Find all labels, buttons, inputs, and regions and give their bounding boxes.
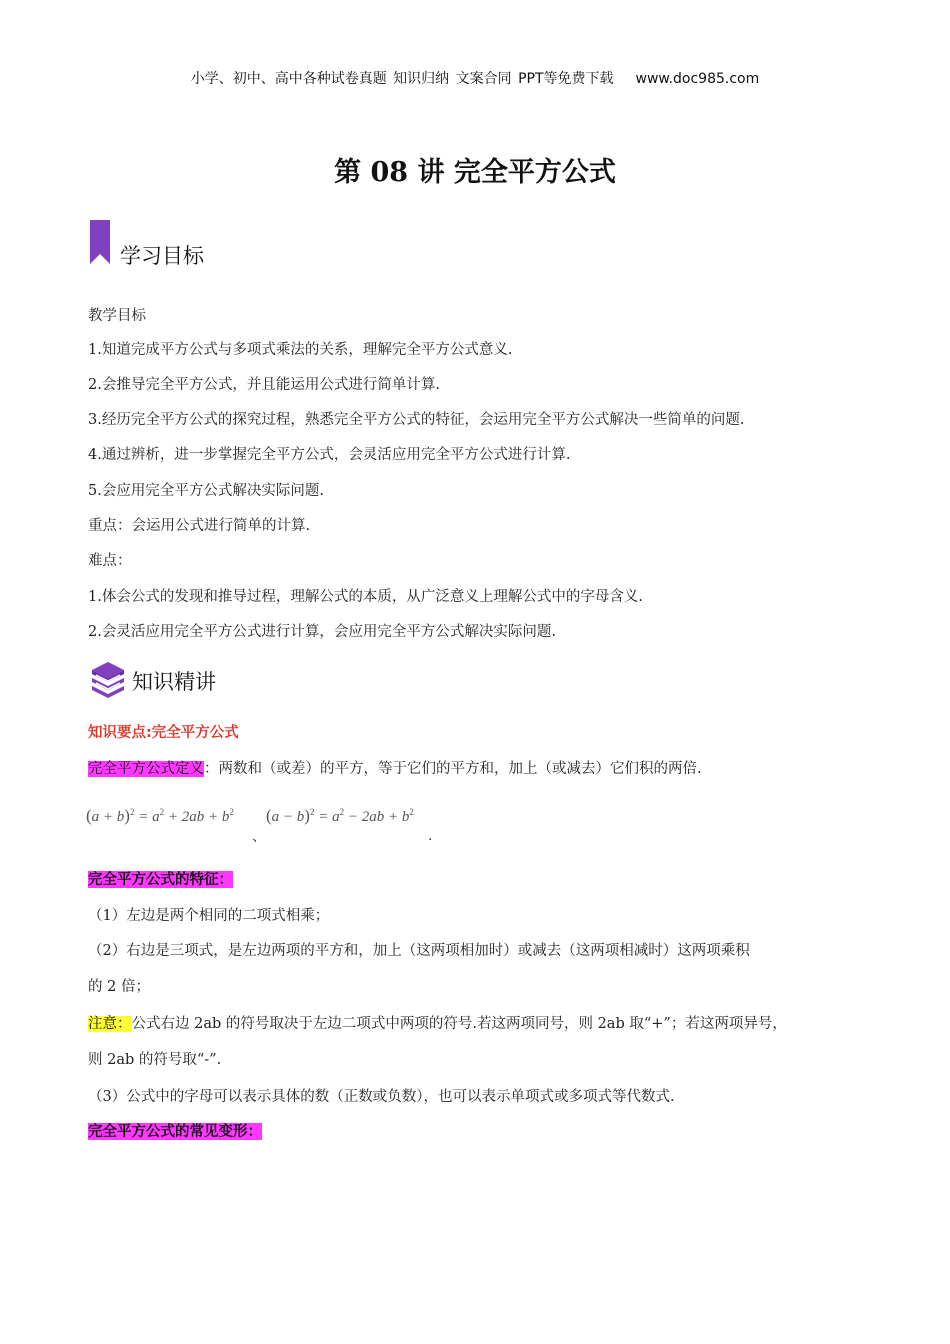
objectives-line: 4.通过辨析，进一步掌握完全平方公式，会灵活应用完全平方公式进行计算. bbox=[88, 447, 571, 463]
objectives-line: 难点： bbox=[88, 553, 132, 569]
key-point-title: 知识要点:完全平方公式 bbox=[88, 725, 239, 741]
objectives-line: 2.会灵活应用完全平方公式进行计算，会应用完全平方公式解决实际问题. bbox=[88, 624, 556, 640]
objectives-line: 1.体会公式的发现和推导过程，理解公式的本质，从广泛意义上理解公式中的字母含义. bbox=[88, 589, 643, 605]
section-label: 学习目标 bbox=[120, 244, 204, 268]
objectives-line: 重点：会运用公式进行简单的计算. bbox=[88, 518, 311, 534]
formula-difference-square: $(a - b)^2 = a^2 - 2ab + b^2$ bbox=[266, 806, 414, 825]
section-heading-knowledge bbox=[88, 658, 216, 698]
bookmark-icon bbox=[90, 220, 110, 264]
variants-heading: 完全平方公式的常见变形： bbox=[88, 1123, 262, 1140]
features-heading: 完全平方公式的特征： bbox=[88, 871, 233, 888]
section-heading-objectives bbox=[90, 214, 204, 270]
feature-item: （3）公式中的字母可以表示具体的数（正数或负数），也可以表示单项式或多项式等代数式. bbox=[88, 1089, 675, 1105]
definition-line bbox=[88, 757, 702, 778]
objectives-line: 5.会应用完全平方公式解决实际问题. bbox=[88, 483, 324, 499]
page-title: 第 08 讲 完全平方公式 bbox=[334, 157, 616, 188]
note-line bbox=[88, 1012, 787, 1033]
definition-text: ：两数和（或差）的平方，等于它们的平方和，加上（或减去）它们积的两倍. bbox=[204, 761, 702, 777]
note-line-continued: 则 2ab 的符号取“-”. bbox=[88, 1052, 222, 1068]
objectives-line: 2.会推导完全平方公式，并且能运用公式进行简单计算. bbox=[88, 377, 440, 393]
header-text: 小学、初中、高中各种试卷真题 知识归纳 文案合同 PPT等免费下载 bbox=[190, 71, 614, 87]
note-label: 注意： bbox=[88, 1016, 132, 1032]
note-text: 公式右边 2ab 的符号取决于左边二项式中两项的符号.若这两项同号，则 2ab 取“+”；若这两项异号， bbox=[131, 1016, 787, 1032]
feature-item: （2）右边是三项式，是左边两项的平方和，加上（这两项相加时）或减去（这两项相减时）这两项乘积 bbox=[88, 943, 750, 959]
header-site[interactable]: www.doc985.com bbox=[635, 71, 760, 87]
page-header bbox=[0, 68, 950, 88]
feature-item-continued: 的 2 倍； bbox=[88, 979, 150, 995]
books-stack-icon bbox=[88, 658, 128, 698]
section-label: 知识精讲 bbox=[132, 670, 216, 694]
definition-label: 完全平方公式定义 bbox=[88, 761, 204, 777]
objectives-line: 1.知道完成平方公式与多项式乘法的关系，理解完全平方公式意义. bbox=[88, 342, 513, 358]
formula-separator: 、 bbox=[252, 829, 266, 845]
objectives-line: 3.经历完全平方公式的探究过程，熟悉完全平方公式的特征，会运用完全平方公式解决一些简单的问题. bbox=[88, 412, 745, 428]
objectives-line: 教学目标 bbox=[88, 308, 146, 324]
feature-item: （1）左边是两个相同的二项式相乘； bbox=[88, 908, 330, 924]
formula-period: . bbox=[428, 828, 433, 844]
formula-sum-square: $(a + b)^2 = a^2 + 2ab + b^2$ bbox=[86, 806, 234, 825]
